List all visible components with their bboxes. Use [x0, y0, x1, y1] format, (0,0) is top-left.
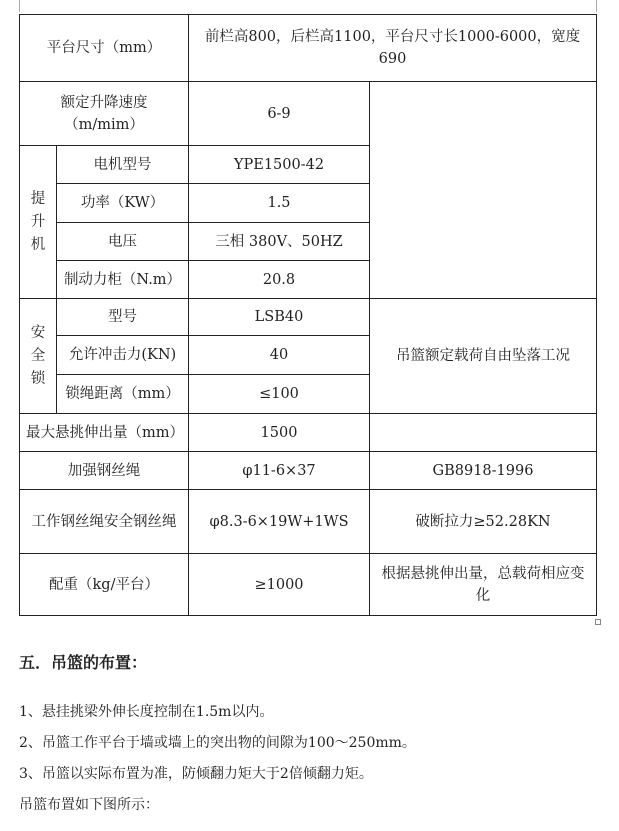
layout-item-3: 3、吊篮以实际布置为准，防倾翻力矩大于2倍倾翻力矩。	[19, 766, 373, 782]
blank-cell	[370, 82, 597, 299]
reinforce-rope-note: GB8918-1996	[370, 452, 597, 490]
table-row	[20, 82, 597, 146]
rated-speed-value: 6-9	[189, 82, 370, 146]
hoist-power-value: 1.5	[189, 184, 370, 223]
table-resize-handle[interactable]	[595, 619, 601, 625]
hoist-motor-value: YPE1500-42	[189, 146, 370, 184]
hoist-motor-label: 电机型号	[57, 146, 189, 184]
rated-speed-label: 额定升降速度（m/mim）	[20, 82, 189, 146]
reinforce-rope-label: 加强钢丝绳	[20, 452, 189, 490]
lock-condition-note: 吊篮额定载荷自由坠落工况	[370, 299, 597, 414]
work-rope-note: 破断拉力≥52.28KN	[370, 490, 597, 554]
page-margin-mark	[596, 0, 597, 12]
layout-item-1: 1、悬挂挑梁外伸长度控制在1.5m以内。	[19, 704, 274, 720]
safety-lock-group-label: 安全锁	[20, 299, 57, 414]
hoist-brake-value: 20.8	[189, 261, 370, 299]
counterweight-label: 配重（kg/平台）	[20, 554, 189, 616]
hoist-brake-label: 制动力柜（N.m）	[57, 261, 189, 299]
lock-model-label: 型号	[57, 299, 189, 336]
platform-size-value: 前栏高800，后栏高1100，平台尺寸长1000-6000，宽度690	[189, 15, 597, 82]
work-rope-label: 工作钢丝绳安全钢丝绳	[20, 490, 189, 554]
lock-impact-label: 允许冲击力(KN)	[57, 336, 189, 375]
reinforce-rope-value: φ11-6×37	[189, 452, 370, 490]
table-row	[20, 554, 597, 616]
table-row	[20, 15, 597, 82]
hoist-power-label: 功率（KW）	[57, 184, 189, 223]
spec-table	[19, 14, 597, 616]
work-rope-value: φ8.3-6×19W+1WS	[189, 490, 370, 554]
max-extension-value: 1500	[189, 414, 370, 452]
table-row	[20, 490, 597, 554]
section-heading: 五．吊篮的布置：	[19, 653, 148, 672]
counterweight-note: 根据悬挑伸出量，总载荷相应变化	[370, 554, 597, 616]
platform-size-label: 平台尺寸（mm）	[20, 15, 189, 82]
table-row	[20, 299, 597, 336]
layout-item-2: 2、吊篮工作平台于墙或墙上的突出物的间隙为100～250mm。	[19, 735, 416, 751]
blank-cell	[370, 414, 597, 452]
hoist-group-label: 提升机	[20, 146, 57, 299]
lock-model-value: LSB40	[189, 299, 370, 336]
hoist-voltage-label: 电压	[57, 223, 189, 261]
lock-impact-value: 40	[189, 336, 370, 375]
hoist-voltage-value: 三相 380V、50HZ	[189, 223, 370, 261]
page-margin-mark	[19, 0, 20, 12]
layout-caption: 吊篮布置如下图所示：	[19, 797, 159, 813]
table-row	[20, 414, 597, 452]
max-extension-label: 最大悬挑伸出量（mm）	[20, 414, 189, 452]
lock-distance-label: 锁绳距离（mm）	[57, 375, 189, 414]
table-row	[20, 452, 597, 490]
lock-distance-value: ≤100	[189, 375, 370, 414]
counterweight-value: ≥1000	[189, 554, 370, 616]
